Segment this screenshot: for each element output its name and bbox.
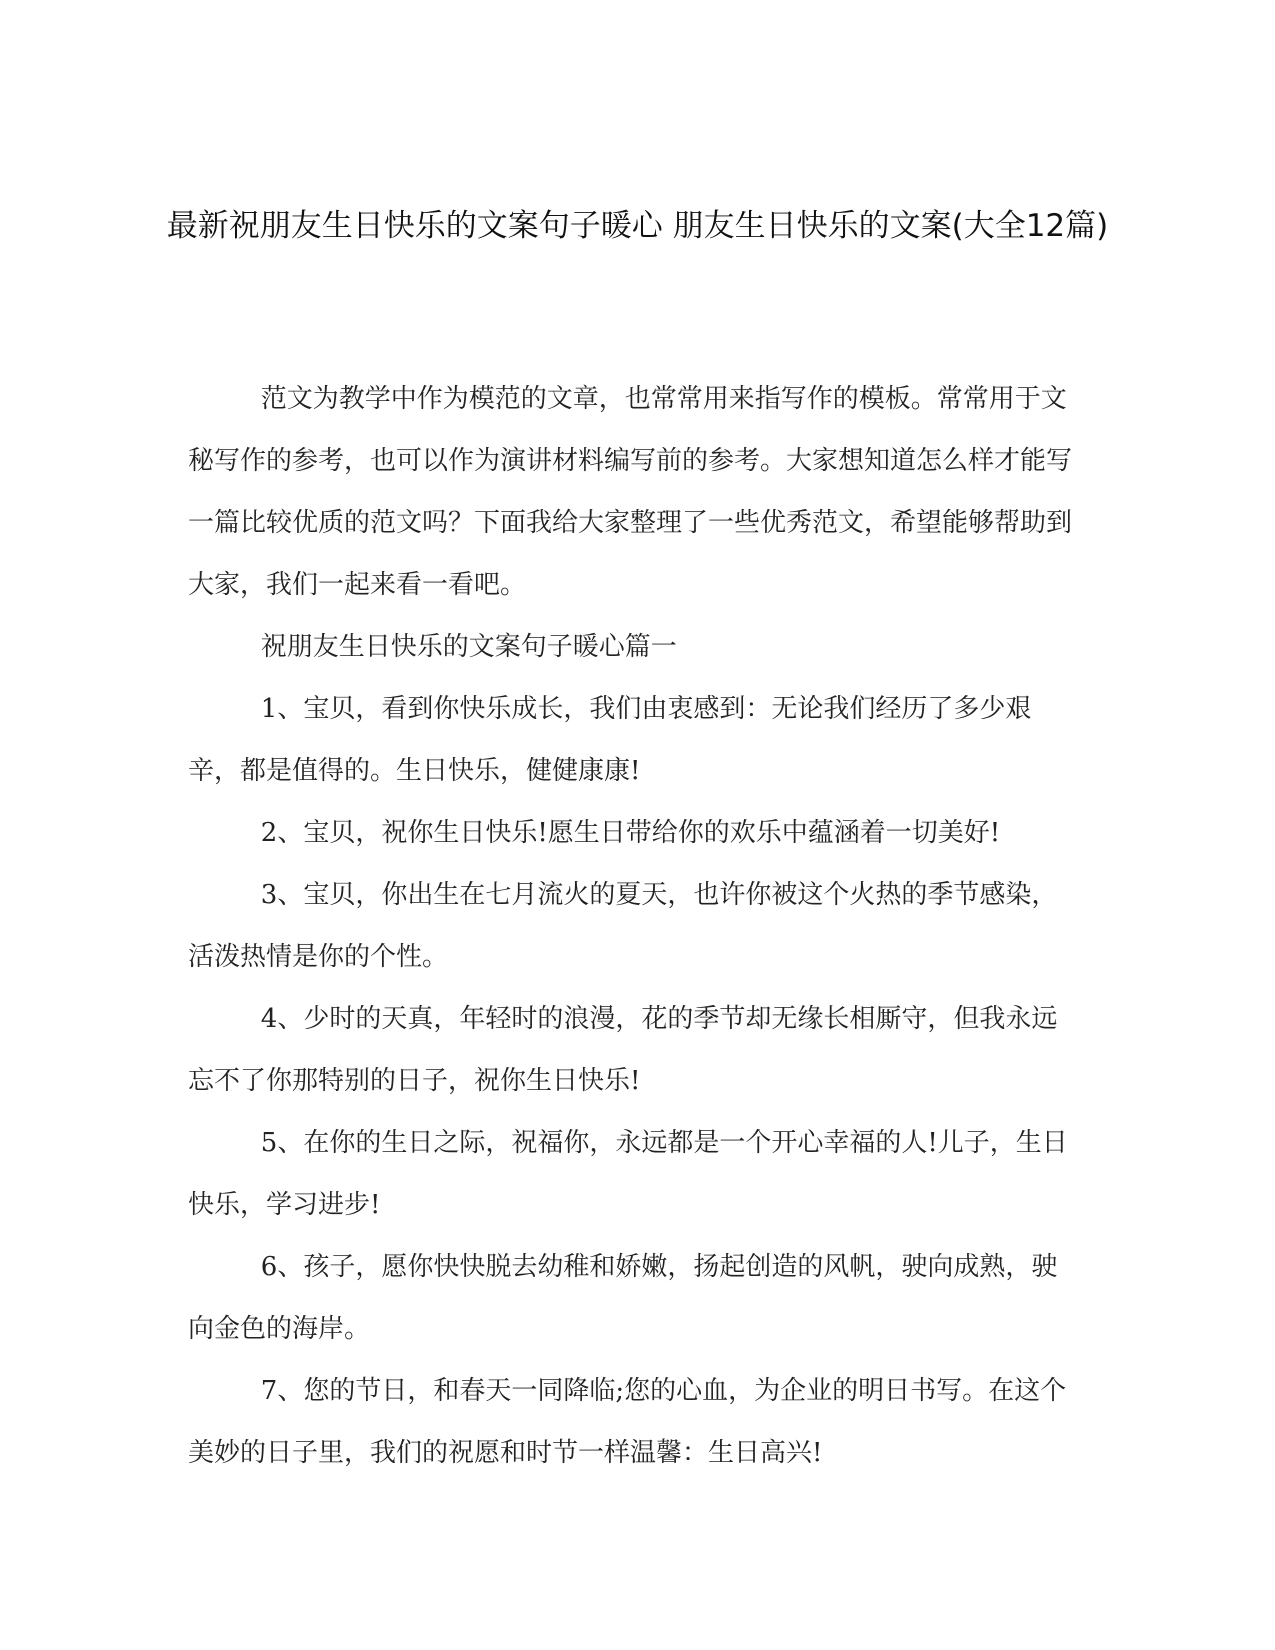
list-item-6: 6、孩子，愿你快快脱去幼稚和娇嫩，扬起创造的风帆，驶向成熟，驶向金色的海岸。 (188, 1252, 1058, 1344)
document-body (188, 368, 1074, 1484)
list-item-3: 3、宝贝，你出生在七月流火的夏天，也许你被这个火热的季节感染，活泼热情是你的个性。 (188, 880, 1058, 972)
list-item-2: 2、宝贝，祝你生日快乐!愿生日带给你的欢乐中蕴涵着一切美好! (260, 818, 1001, 848)
list-item-4: 4、少时的天真，年轻时的浪漫，花的季节却无缘长相厮守，但我永远忘不了你那特别的日子，祝你生日快乐! (188, 1004, 1058, 1096)
document-title: 最新祝朋友生日快乐的文案句子暖心 朋友生日快乐的文案(大全12篇) (166, 208, 1109, 244)
list-item-7: 7、您的节日，和春天一同降临;您的心血，为企业的明日书写。在这个美妙的日子里，我们的祝愿和时节一样温馨：生日高兴! (188, 1376, 1067, 1468)
section-heading: 祝朋友生日快乐的文案句子暖心篇一 (260, 632, 677, 662)
list-item-5: 5、在你的生日之际，祝福你，永远都是一个开心幸福的人!儿子，生日快乐，学习进步! (188, 1128, 1068, 1220)
list-item-1: 1、宝贝，看到你快乐成长，我们由衷感到：无论我们经历了多少艰辛，都是值得的。生日快乐，健健康康! (188, 694, 1032, 786)
intro-paragraph: 范文为教学中作为模范的文章，也常常用来指写作的模板。常常用于文秘写作的参考，也可以作为演讲材料编写前的参考。大家想知道怎么样才能写一篇比较优质的范文吗？下面我给大家整理了一些优秀范文，希望能够帮助到大家，我们一起来看一看吧。 (188, 384, 1073, 600)
